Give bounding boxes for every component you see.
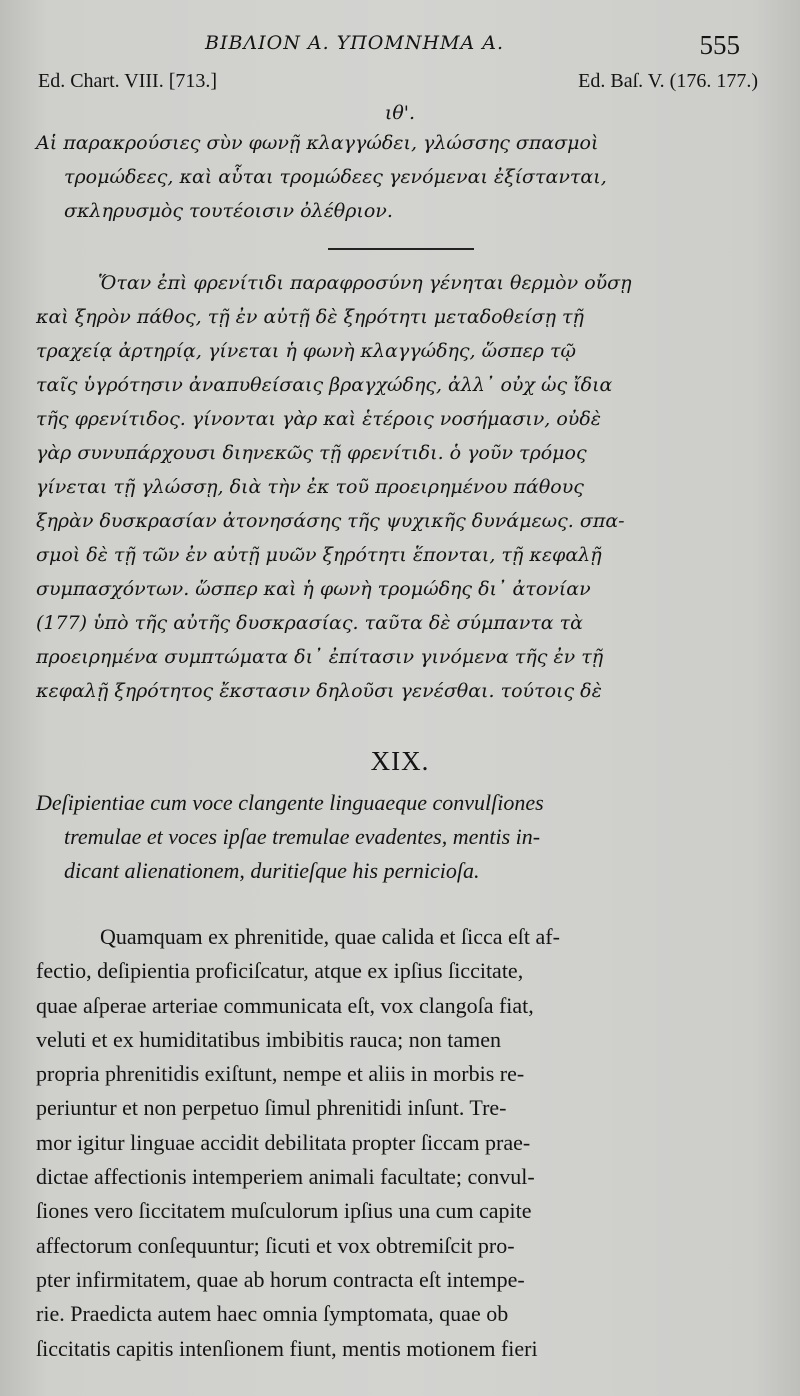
latin-commentary-line: periuntur et non perpetuo ſimul phrenitidi inſunt. Tre-: [36, 1095, 507, 1121]
latin-commentary-line: veluti et ex humiditatibus imbibitis rauca; non tamen: [36, 1026, 501, 1052]
latin-aphorism-line: tremulae et voces ipſae tremulae evadentes, mentis in-: [64, 824, 541, 849]
greek-commentary: [36, 266, 766, 708]
greek-aphorism-line: σκληρυσμὸς τουτέοισιν ὀλέθριον.: [64, 200, 393, 222]
greek-commentary-line: σμοὶ δὲ τῇ τῶν ἐν αὐτῇ μυῶν ξηρότητι ἕπονται, τῇ κεφαλῇ: [36, 544, 602, 566]
greek-commentary-line: ξηρὰν δυσκρασίαν ἀτονησάσης τῆς ψυχικῆς δυνάμεως. σπα-: [36, 510, 625, 532]
greek-commentary-line: γίνεται τῇ γλώσσῃ, διὰ τὴν ἐκ τοῦ προειρημένου πάθους: [36, 476, 584, 498]
running-head: [0, 30, 800, 64]
greek-commentary-line: καὶ ξηρὸν πάθος, τῇ ἐν αὐτῇ δὲ ξηρότητι μεταδοθείσῃ τῇ: [36, 306, 584, 328]
latin-commentary-line: affectorum conſequuntur; ſicuti et vox obtremiſcit pro-: [36, 1232, 515, 1258]
greek-aphorism-line: Αἱ παρακρούσιες σὺν φωνῇ κλαγγώδει, γλώσσης σπασμοὶ: [36, 132, 599, 154]
greek-aphorism-line: τρομώδεες, καὶ αὗται τρομώδεες γενόμεναι ἐξίστανται,: [64, 166, 607, 188]
latin-commentary-line: dictae affectionis intemperiem animali facultate; convul-: [36, 1164, 535, 1190]
latin-section-number: XIX.: [370, 746, 430, 776]
greek-commentary-line: (177) ὑπὸ τῆς αὐτῆς δυσκρασίας. ταῦτα δὲ σύμπαντα τὰ: [36, 612, 583, 634]
greek-commentary-line: ταῖς ὑγρότησιν ἀναπυθείσαις βραγχώδης, ἀλλ᾽ οὐχ ὡς ἴδια: [36, 374, 613, 396]
greek-commentary-line: συμπασχόντων. ὥσπερ καὶ ἡ φωνὴ τρομώδης δι᾽ ἀτονίαν: [36, 578, 591, 600]
latin-aphorism-line: dicant alienationem, duritieſque his pernicioſa.: [64, 858, 480, 883]
latin-aphorism-line: Deſipientiae cum voce clangente linguaeque convulſiones: [36, 790, 544, 815]
latin-commentary-line: ſiccitatis capitis intenſionem fiunt, mentis motionem fieri: [36, 1335, 538, 1361]
latin-commentary-line: Quamquam ex phrenitide, quae calida et ſicca eſt af-: [100, 924, 560, 949]
section-divider: [328, 248, 474, 250]
latin-commentary-line: quae aſperae arteriae communicata eſt, vox clangoſa fiat,: [36, 992, 534, 1018]
greek-commentary-line: προειρημένα συμπτώματα δι᾽ ἐπίτασιν γινόμενα τῆς ἐν τῇ: [36, 646, 604, 668]
latin-commentary-line: fectio, deſipientia proficiſcatur, atque ex ipſius ſiccitate,: [36, 958, 524, 984]
latin-commentary: [36, 920, 766, 1366]
greek-commentary-line: τραχείᾳ ἀρτηρίᾳ, γίνεται ἡ φωνὴ κλαγγώδης, ὥσπερ τῷ: [36, 340, 576, 362]
greek-aphorism: [36, 126, 766, 228]
latin-commentary-line: pter infirmitatem, quae ab horum contracta eſt intempe-: [36, 1266, 525, 1292]
greek-commentary-line: τῆς φρενίτιδος. γίνονται γὰρ καὶ ἑτέροις νοσήμασιν, οὐδὲ: [36, 408, 601, 430]
latin-commentary-line: propria phrenitidis exiſtunt, nempe et aliis in morbis re-: [36, 1061, 525, 1087]
edition-basel: Ed. Baſ. V. (176. 177.): [578, 70, 758, 92]
running-head-title: ΒΙΒΛΙΟΝ Α. ΥΠΟΜΝΗΜΑ Α.: [205, 32, 505, 54]
edition-chartier: Ed. Chart. VIII. [713.]: [38, 70, 218, 92]
latin-aphorism: [36, 786, 766, 888]
latin-commentary-line: mor igitur linguae accidit debilitata propter ſiccam prae-: [36, 1129, 531, 1155]
latin-commentary-line: ſiones vero ſiccitatem muſculorum ipſius una cum capite: [36, 1198, 532, 1224]
latin-commentary-line: rie. Praedicta autem haec omnia ſymptomata, quae ob: [36, 1301, 509, 1327]
greek-section-number: ιθ'.: [384, 102, 416, 124]
greek-commentary-line: γὰρ συνυπάρχουσι διηνεκῶς τῇ φρενίτιδι. ὁ γοῦν τρόμος: [36, 442, 587, 464]
greek-commentary-line: Ὅταν ἐπὶ φρενίτιδι παραφροσύνη γένηται θερμὸν οὔσῃ: [98, 272, 632, 294]
page-number: 555: [699, 30, 740, 60]
greek-commentary-line: κεφαλῇ ξηρότητος ἔκστασιν δηλοῦσι γενέσθαι. τούτοις δὲ: [36, 680, 602, 702]
